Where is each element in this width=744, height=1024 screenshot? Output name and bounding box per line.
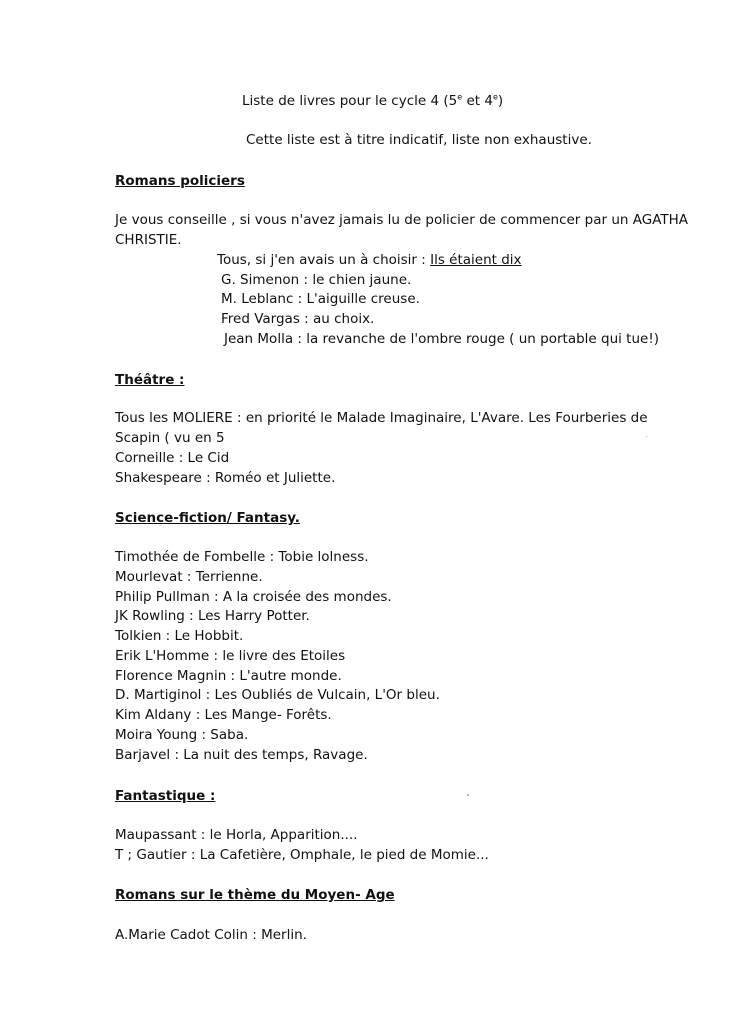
policiers-choice [217,251,522,269]
list-item: Philip Pullman : A la croisée des mondes. [115,589,392,605]
list-item: Mourlevat : Terrienne. [115,569,263,585]
section-heading-moyen-age: Romans sur le thème du Moyen- Age [115,887,395,903]
list-item: Fred Vargas : au choix. [221,311,375,327]
list-item: Scapin ( vu en 5 [115,430,225,446]
list-item: Moira Young : Saba. [115,727,249,743]
list-item: M. Leblanc : L'aiguille creuse. [221,291,420,307]
list-item: Florence Magnin : L'autre monde. [115,668,342,684]
section-heading-fantastique: Fantastique : [115,788,216,804]
document-title: Liste de livres pour le cycle 4 (5e et 4e) [242,92,504,109]
document-subtitle: Cette liste est à titre indicatif, liste non exhaustive. [246,132,592,148]
list-item: T ; Gautier : La Cafetière, Omphale, le pied de Momie... [115,847,489,863]
list-item: G. Simenon : le chien jaune. [221,272,412,288]
list-item: Timothée de Fombelle : Tobie lolness. [115,549,369,565]
list-item: Jean Molla : la revanche de l'ombre rouge ( un portable qui tue!) [224,331,660,347]
list-item: Kim Aldany : Les Mange- Forêts. [115,707,332,723]
scan-speck [646,436,647,437]
list-item: Maupassant : le Horla, Apparition.... [115,827,358,843]
list-item: Erik L'Homme : le livre des Etoiles [115,648,346,664]
list-item: Shakespeare : Roméo et Juliette. [115,470,336,486]
policiers-choice-title: Ils étaient dix [430,252,522,268]
list-item: Corneille : Le Cid [115,450,230,466]
section-heading-policiers: Romans policiers [115,173,245,189]
list-item: JK Rowling : Les Harry Potter. [115,608,310,624]
list-item: D. Martiginol : Les Oubliés de Vulcain, L'Or bleu. [115,687,440,703]
section-heading-scifi: Science-fiction/ Fantasy. [115,510,300,526]
policiers-intro-line-2: CHRISTIE. [115,232,182,248]
policiers-choice-prefix: Tous, si j'en avais un à choisir : [217,252,431,268]
scan-speck [467,794,469,796]
list-item: Tous les MOLIERE : en priorité le Malade Imaginaire, L'Avare. Les Fourberies de [115,410,648,426]
section-heading-theatre: Théâtre : [115,372,185,388]
list-item: Tolkien : Le Hobbit. [115,628,244,644]
policiers-intro-line-1: Je vous conseille , si vous n'avez jamais lu de policier de commencer par un AGATHA [115,212,689,228]
list-item: Barjavel : La nuit des temps, Ravage. [115,747,368,763]
list-item: A.Marie Cadot Colin : Merlin. [115,927,307,943]
